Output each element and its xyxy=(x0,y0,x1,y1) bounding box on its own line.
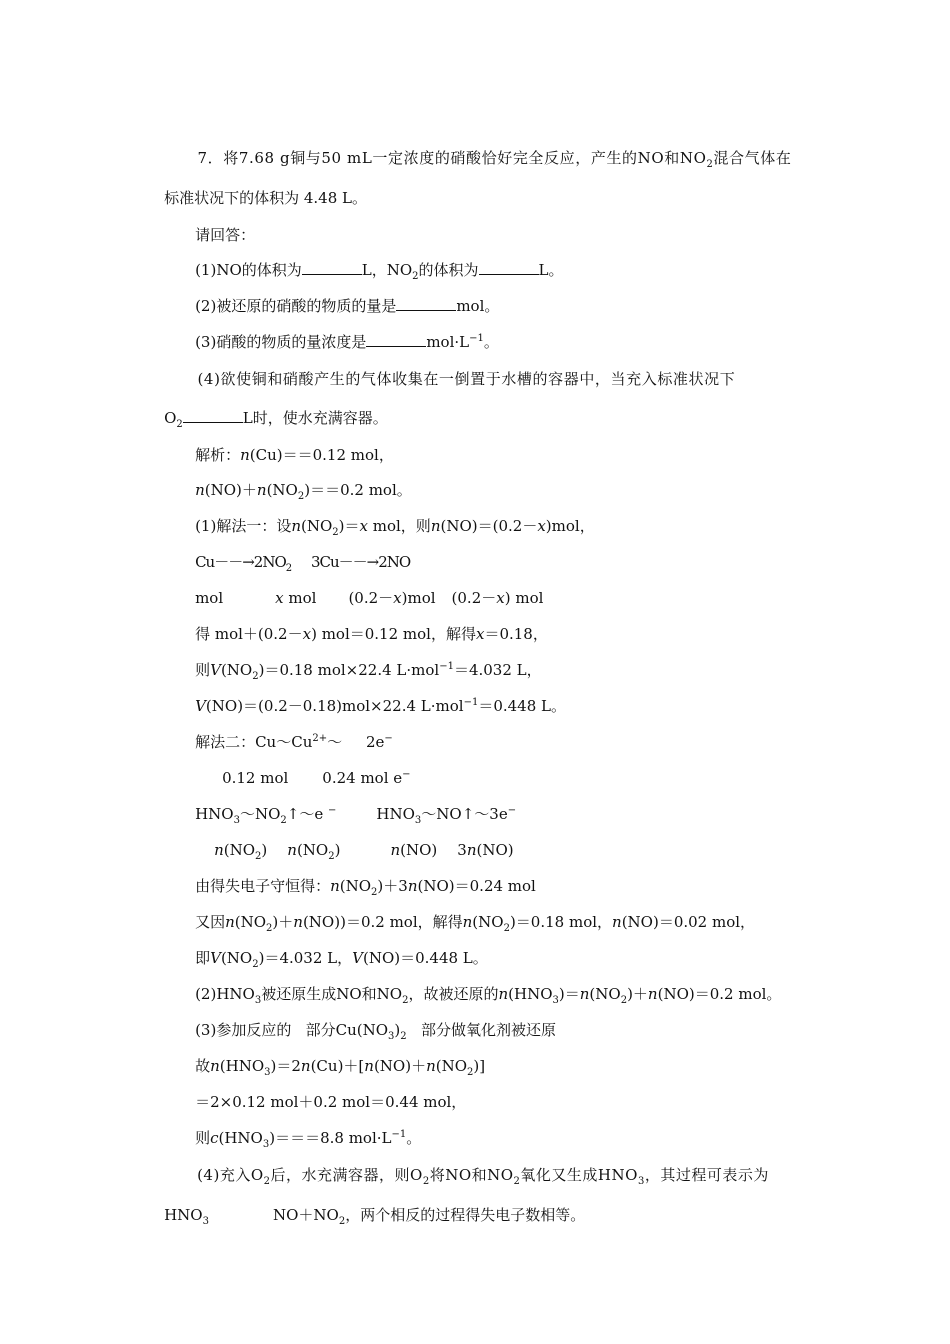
answer-blank-5[interactable] xyxy=(183,408,243,423)
solution-line-2: $n(NO)+n(NO_2)==0.2$ mol。 xyxy=(195,481,412,502)
answer-blank-4[interactable] xyxy=(366,332,426,347)
solution-line-5: mol x mol (0.2－x)mol (0.2－x) mol xyxy=(195,589,544,607)
solution-line-8: V(NO)＝(0.2－0.18)mol×22.4 L·mol$^{-1}$＝0.448 L。 xyxy=(195,697,566,715)
question-line-1: 7．将7.68 g铜与50 mL一定浓度的硝酸恰好完全反应，产生的NO和$NO_2$混合气体在 xyxy=(197,149,792,170)
solution-line-10: 0.12 mol 0.24 mol e− xyxy=(222,769,411,787)
solution-line-14: 又因$n(NO_2)+n(NO))=0.2$ mol，解得$n(NO_2)=0.18$ mol，n(NO)＝0.02 mol， xyxy=(195,913,756,934)
solution-line-18: 故$n(HNO_3)=2n(Cu)+[n(NO)+n(NO_2)]$ xyxy=(195,1057,486,1078)
solution-line-20: 则$c(HNO_3)===8.8$ $mol\cdot L^{-1}$。 xyxy=(195,1129,422,1150)
solution-line-9: 解法二：$Cu\sim Cu^{2+}\sim$ 2e− xyxy=(195,733,393,751)
answer-blank-1[interactable] xyxy=(302,260,362,275)
question-line-2: 标准状况下的体积为 4.48 L。 xyxy=(164,189,367,207)
part-4-line-2: $O_2$ L时，使水充满容器。 xyxy=(164,409,388,430)
solution-line-17: (3)参加反应的 部分$Cu(NO_3)_2$ 部分做氧化剂被还原 xyxy=(195,1021,556,1042)
solution-line-22: $HNO_3$ $NO+NO_2$，两个相反的过程得失电子数相等。 xyxy=(164,1206,586,1227)
solution-line-19: ＝2×0.12 mol＋0.2 mol＝0.44 mol， xyxy=(195,1093,467,1111)
solution-line-11: $HNO_3\sim NO_2↑\sim e$ − $HNO_3\sim NO↑\sim 3e^-$ xyxy=(195,805,517,826)
part-4-line-1: (4)欲使铜和硝酸产生的气体收集在一倒置于水槽的容器中，当充入标准状况下 xyxy=(197,370,736,388)
solution-line-15: 即$V(NO_2)=4.032$ L，V(NO)＝0.448 L。 xyxy=(195,949,488,970)
solution-line-4: $Cu--\to 2NO_2$ 3Cu－－→2NO xyxy=(195,553,411,574)
answer-blank-2[interactable] xyxy=(479,260,539,275)
prompt-line: 请回答： xyxy=(195,226,256,244)
answer-blank-3[interactable] xyxy=(396,296,456,311)
solution-line-7: 则$V(NO_2)=0.18$ mol×22.4 L·mol$^{-1}$＝4.032 L， xyxy=(195,661,542,682)
solution-line-6: 得 mol＋(0.2－x) mol＝0.12 mol，解得x＝0.18， xyxy=(195,625,548,643)
part-3-line: (3)硝酸的物质的量浓度是 $mol\cdot L^{-1}$。 xyxy=(195,333,499,351)
part-2-line: (2)被还原的硝酸的物质的量是 mol。 xyxy=(195,297,500,315)
solution-line-16: $(2)HNO_3$被还原生成NO和$NO_2$，故被还原的$n(HNO_3)=n(NO_2)+n(NO)=0.2$ mol。 xyxy=(195,985,782,1006)
solution-line-12: $n(NO_2)$ $n(NO_2)$ n(NO) 3n(NO) xyxy=(214,841,514,862)
solution-line-21: (4)充入$O_2$后，水充满容器，则$O_2$将NO和$NO_2$氧化又生成$HNO_3$，其过程可表示为 xyxy=(197,1166,769,1187)
part-1-line: (1)NO的体积为 L，$NO_2$的体积为 L。 xyxy=(195,261,564,282)
solution-line-13: 由得失电子守恒得：$n(NO_2)+3n(NO)=0.24$ mol xyxy=(195,877,536,898)
solution-line-1: 解析：n(Cu)＝＝0.12 mol， xyxy=(195,446,394,464)
solution-line-3: (1)解法一：设$n(NO_2)=x$ mol，则n(NO)＝(0.2－x)mol， xyxy=(195,517,595,538)
